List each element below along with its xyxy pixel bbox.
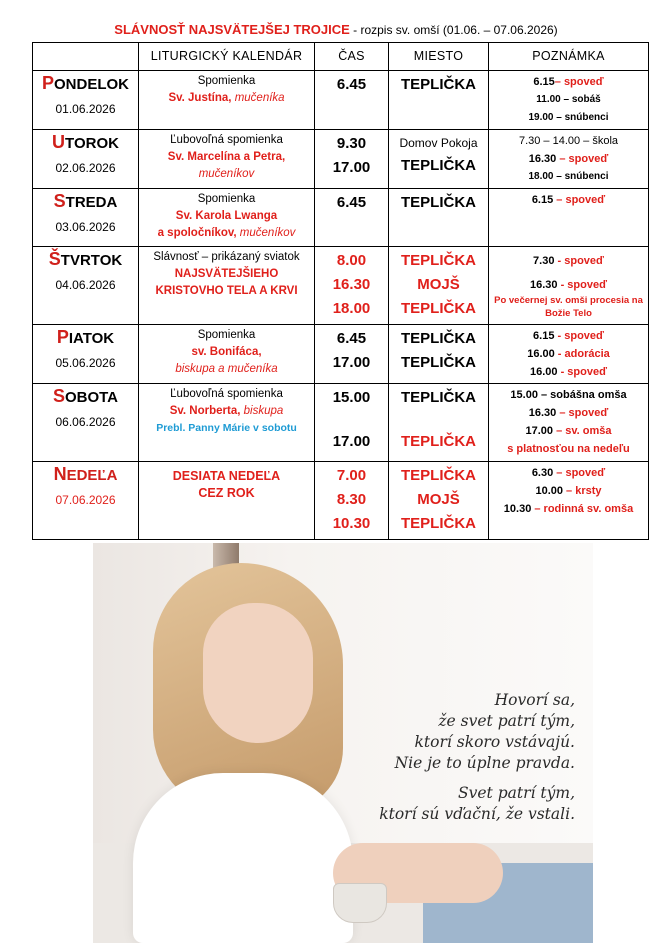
day-cell: PIATOK 05.06.2026 xyxy=(33,325,139,384)
time-cell: 6.45 17.00 xyxy=(315,325,389,384)
day-cell xyxy=(33,71,139,130)
day-name: PONDELOK xyxy=(41,73,129,93)
note-cell: 15.00 – sobášna omša 16.30 – spoveď 17.00 – sv. omša s platnosťou na nedeľu xyxy=(489,384,649,462)
table-row xyxy=(33,130,649,189)
place-cell: TEPLIČKA MOJŠ TEPLIČKA xyxy=(389,462,489,540)
time-cell: 7.00 8.30 10.30 xyxy=(315,462,389,540)
day-cell: ŠTVRTOK 04.06.2026 xyxy=(33,247,139,325)
table-row xyxy=(33,462,649,540)
calendar-cell: Slávnosť – prikázaný sviatok NAJSVÄTEJŠIEHO KRISTOVHO TELA A KRVI xyxy=(139,247,315,325)
table-row xyxy=(33,247,649,325)
header-day xyxy=(33,43,139,71)
time-cell: 8.00 16.30 18.00 xyxy=(315,247,389,325)
coffee-cup-icon xyxy=(333,883,387,923)
quote-text: Hovorí sa, že svet patrí tým, ktorí skoro vstávajú. Nie je to úplne pravda. Svet patrí tým, ktorí sú vďační, že vstali. xyxy=(379,691,575,823)
place-cell: TEPLIČKA MOJŠ TEPLIČKA xyxy=(389,247,489,325)
time-cell: 9.30 17.00 xyxy=(315,130,389,189)
table-row xyxy=(33,325,649,384)
header-note: POZNÁMKA xyxy=(489,43,649,71)
day-cell: SOBOTA 06.06.2026 xyxy=(33,384,139,462)
note-cell: 6.30 – spoveď 10.00 – krsty 10.30 – rodinná sv. omša xyxy=(489,462,649,540)
table-header-row xyxy=(33,43,649,71)
page-title xyxy=(0,22,672,37)
place-cell: TEPLIČKA xyxy=(389,71,489,130)
calendar-cell: Ľubovoľná spomienka Sv. Norberta, biskupa Prebl. Panny Márie v sobotu xyxy=(139,384,315,462)
calendar-cell: Spomienka Sv. Karola Lwanga a spoločníkov, mučeníkov xyxy=(139,189,315,247)
note-cell: 6.15– spoveď 11.00 – sobáš 19.00 – snúbenci xyxy=(489,71,649,130)
calendar-cell: Ľubovoľná spomienka Sv. Marcelína a Petra, mučeníkov xyxy=(139,130,315,189)
day-cell: UTOROK 02.06.2026 xyxy=(33,130,139,189)
title-sub: - rozpis sv. omší (01.06. – 07.06.2026) xyxy=(349,23,558,37)
time-cell: 6.45 xyxy=(315,71,389,130)
day-cell: NEDEĽA 07.06.2026 xyxy=(33,462,139,540)
time-cell: 6.45 xyxy=(315,189,389,247)
note-cell: 7.30 – 14.00 – škola 16.30 – spoveď 18.00 – snúbenci xyxy=(489,130,649,189)
note-cell: 6.15 – spoveď xyxy=(489,189,649,247)
note-cell: 7.30 - spoveď 16.30 - spoveď Po večernej sv. omši procesia na Božie Telo xyxy=(489,247,649,325)
header-calendar: LITURGICKÝ KALENDÁR xyxy=(139,43,315,71)
day-date: 01.06.2026 xyxy=(55,102,116,116)
calendar-cell: DESIATA NEDEĽA CEZ ROK xyxy=(139,462,315,540)
place-cell: TEPLIČKA xyxy=(389,189,489,247)
table-row xyxy=(33,384,649,462)
note-cell: 6.15 - spoveď 16.00 - adorácia 16.00 - spoveď xyxy=(489,325,649,384)
place-cell: Domov Pokoja TEPLIČKA xyxy=(389,130,489,189)
day-cell: STREDA 03.06.2026 xyxy=(33,189,139,247)
photo-shirt xyxy=(133,773,353,943)
header-time: ČAS xyxy=(315,43,389,71)
table-row xyxy=(33,189,649,247)
table-row xyxy=(33,71,649,130)
place-cell: TEPLIČKA TEPLIČKA xyxy=(389,384,489,462)
photo-face xyxy=(203,603,313,743)
calendar-cell: Spomienka sv. Bonifáca, biskupa a mučeníka xyxy=(139,325,315,384)
title-main: SLÁVNOSŤ NAJSVÄTEJŠEJ TROJICE xyxy=(114,22,350,37)
mass-schedule-table xyxy=(32,42,649,540)
calendar-cell: Spomienka Sv. Justína, mučeníka xyxy=(139,71,315,130)
header-place: MIESTO xyxy=(389,43,489,71)
time-cell: 15.00 17.00 xyxy=(315,384,389,462)
place-cell: TEPLIČKA TEPLIČKA xyxy=(389,325,489,384)
